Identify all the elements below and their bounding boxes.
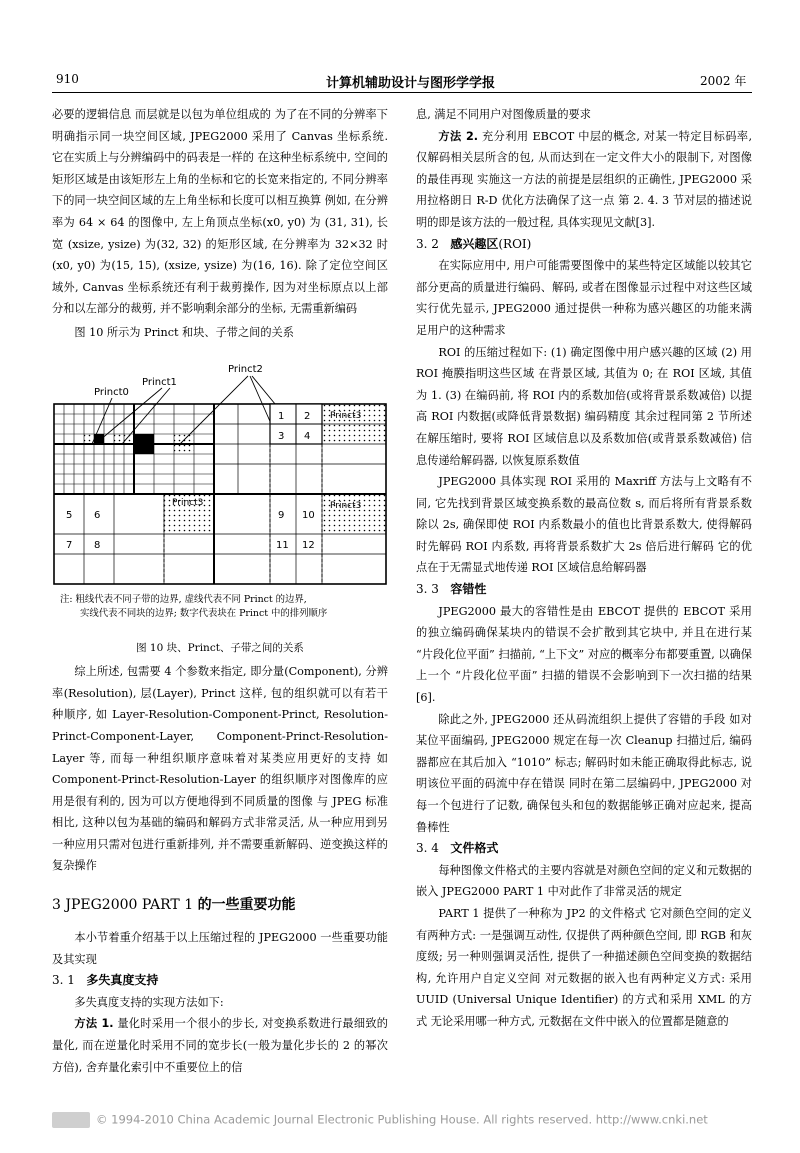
paragraph: 每种图像文件格式的主要内容就是对颜色空间的定义和元数据的嵌入 JPEG2000 PART 1 中对此作了非常灵活的规定 — [416, 863, 752, 899]
paragraph: 除此之外, JPEG2000 还从码流组织上提供了容错的手段 如对某位平面编码, JPEG2000 规定在每一次 Cleanup 扫描过后, 编码器都应在其后加入 “1010” 标志; 解码时如未能正确取得此标志, 说明该位平面的码流中存在错误 同时在第二层编码中, JPEG2000 对每一个包进行了记数, 确保包头和包的数据能够正确对应起来, 提高鲁棒性 — [416, 712, 752, 834]
journal-title: 计算机辅助设计与图形学学报 — [326, 76, 496, 91]
method-text: 充分利用 EBCOT 中层的概念, 对某一特定目标码率, 仅解码相关层所含的包, 从而达到在一定文件大小的限制下, 对图像的最佳再现 实施这一方法的前提是层组织的正确性, JPEG2000 采用拉格朗日 R-D 优化方法确保了这一点 第 2. 4. 3 节对层的描述说明的即是该方法的一般过程, 具体实现见文献[3]. — [416, 129, 753, 229]
block-number: 10 — [302, 509, 315, 521]
paragraph: 在实际应用中, 用户可能需要图像中的某些特定区域能以较其它部分更高的质量进行编码、解码, 或者在图像显示过程中对这些区域实行优先显示, JPEG2000 通过提供一种称为感兴趣区的功能来满足用户的这种需求 — [416, 259, 752, 337]
block-number: 5 — [66, 509, 73, 521]
method-2 — [416, 126, 752, 234]
block-number: 6 — [94, 509, 101, 521]
paragraph: PART 1 提供了一种称为 JP2 的文件格式 它对颜色空间的定义有两种方式: 一是强调互动性, 仅提供了两种颜色空间, 即 RGB 和灰度级; 另一种则强调灵活性, 提供了一种描述颜色空间变换的数据结构, 允许用户自定义空间 对元数据的嵌入也有两种定义方式: 采用 UUID (Universal Unique Identifier) 的方式和采用 XML 的方式 无论采用哪一种方式, 元数据在文件中嵌入的位置都是随意的 — [416, 906, 752, 1028]
paragraph: 必要的逻辑信息 而层就是以包为单位组成的 为了在不同的分辨率下明确指示同一块空间区域, JPEG2000 采用了 Canvas 坐标系统. 它在实质上与分辨编码中的码表是一样的 在这种坐标系统中, 空间的矩形区域是由该矩形左上角的坐标和它的长宽来指定的, 不同分辨率下的同一块空间区域的左上角坐标和长度可以相互换算 例如, 在分辨率为 64 × 64 的图像中, 左上角顶点坐标(x0, y0) 为 (31, 31), 长宽 (xsize, ysize) 为(32, 32) 的矩形区域, 在分辨率为 32×32 时(x0, y0) 为(15, 15), (xsize, ysize) 为(16, 16). 除了定位空间区域外, Canvas 坐标系统还有利于裁剪操作, 因为对坐标原点以上部分和以左部分的裁剪, 并不影响剩余部分的坐标, 无需重新编码 — [52, 108, 388, 316]
paragraph: 多失真度支持的实现方法如下: — [74, 995, 224, 1009]
block-number: 11 — [276, 539, 289, 551]
block-number: 1 — [278, 410, 285, 422]
paragraph: 息, 满足不同用户对图像质量的要求 — [416, 108, 591, 121]
paragraph: 本小节着重介绍基于以上压缩过程的 JPEG2000 一些重要功能及其实现 — [52, 931, 388, 966]
figure-note-line1: 注: 粗线代表不同子带的边界, 虚线代表不同 Princt 的边界, — [60, 593, 307, 605]
left-column — [52, 104, 388, 1078]
page-number: 910 — [56, 72, 79, 86]
label-princt3: Princt3 — [330, 500, 362, 511]
subsection-number: 3. 1 — [52, 973, 75, 988]
label-princt3: Princt3 — [330, 410, 362, 421]
right-column — [416, 104, 752, 1033]
subsection-title: 容错性 — [450, 582, 487, 597]
block-number: 12 — [302, 539, 315, 551]
header-rule — [52, 92, 752, 93]
block-number: 4 — [304, 430, 311, 442]
subsection-heading-3-3 — [416, 579, 752, 601]
subsection-suffix: (ROI) — [498, 236, 532, 251]
subsection-heading-3-2 — [416, 234, 752, 256]
paragraph: JPEG2000 具体实现 ROI 采用的 Maxriff 方法与上文略有不同, 它先找到背景区域变换系数的最高位数 s, 而后将所有背景系数除以 2s, 确保即使 ROI 内系数最小的值也比背景系数大, 使得解码时先解码 ROI 内系数, 再将背景系数扩大 2s 倍后进行解码 它的优点在于无需显式地传递 ROI 区域信息给解码器 — [416, 475, 752, 575]
label-princt2: Princt2 — [228, 363, 263, 375]
block-number: 2 — [304, 410, 311, 422]
figure-caption: 图 10 块、Princt、子带之间的关系 — [136, 641, 304, 654]
method-1 — [52, 1013, 388, 1078]
copyright-footer — [52, 1112, 752, 1128]
figure-diagram — [52, 348, 388, 636]
section-number: 3 JPEG2000 PART 1 — [52, 897, 198, 914]
label-princt0: Princt0 — [94, 386, 129, 398]
method-text: 量化时采用一个很小的步长, 对变换系数进行最细致的量化, 而在逆量化时采用不同的宽步长(一般为量化步长的 2 的幂次方倍), 舍弃量化索引中不重要位上的信 — [52, 1017, 388, 1074]
subsection-title: 多失真度支持 — [86, 973, 159, 988]
publisher-logo-icon — [52, 1112, 90, 1128]
subsection-heading-3-4 — [416, 838, 752, 860]
subsection-number: 3. 3 — [416, 582, 439, 597]
copyright-text: © 1994-2010 China Academic Journal Electronic Publishing House. All rights reserved. http://www.cnki.net — [96, 1112, 708, 1127]
figure-intro: 图 10 所示为 Princt 和块、子带之间的关系 — [74, 325, 294, 339]
block-number: 8 — [94, 539, 101, 551]
year: 2002 年 — [700, 74, 747, 88]
block-number: 9 — [278, 509, 285, 521]
subsection-heading-3-1 — [52, 970, 388, 992]
figure-10 — [52, 348, 388, 636]
section-heading-3 — [52, 893, 388, 917]
subsection-title: 文件格式 — [450, 841, 499, 856]
paragraph: ROI 的压缩过程如下: (1) 确定图像中用户感兴趣的区域 (2) 用 ROI 掩膜指明这些区域 在背景区域, 其值为 0; 在 ROI 区域, 其值为 1. (3) 在编码前, 将 ROI 内的系数加倍(或将背景系数减倍) 以提高 ROI 内数据(或降低背景数据) 编码精度 其余过程同第 2 节所述 在解压缩时, 要将 ROI 区域信息以及系数加倍(或背景系数减倍) 信息传递给解码器, 以恢复原系数值 — [416, 345, 752, 467]
subsection-number: 3. 2 — [416, 236, 439, 251]
subsection-title: 感兴趣区 — [450, 236, 499, 251]
block-number: 7 — [66, 539, 73, 551]
subsection-number: 3. 4 — [416, 841, 439, 856]
method-label: 方法 2. — [438, 129, 478, 143]
label-princt3: Princt3 — [172, 497, 204, 508]
section-title: 的一些重要功能 — [197, 897, 296, 914]
paragraph: 综上所述, 包需要 4 个参数来指定, 即分量(Component), 分辨率(Resolution), 层(Layer), Princt 这样, 包的组织就可以有若干种顺序, 如 Layer-Resolution-Component-Princt, Resolution-Princt-Component-Layer, Component-Princt-Resolution-Layer 等, 而每一种组织顺序意味着对某类应用更好的支持 如 Component-Princt-Resolution-Layer 的组织顺序对图像库的应用是很有利的, 因为可以方便地得到不同质量的图像 与 JPEG 标准相比, 这种以包为基础的编码和解码方式非常灵活, 从一种应用到另一种应用只需对包进行重新排列, 并不需要重新解码、逆变换这样的复杂操作 — [52, 665, 388, 873]
label-princt1: Princt1 — [142, 376, 177, 388]
paragraph: JPEG2000 最大的容错性是由 EBCOT 提供的 EBCOT 采用的独立编码确保某块内的错误不会扩散到其它块中, 并且在进行某 “片段化位平面” 扫描前, “上下文” 对应的概率分布都要重置, 以确保上一个 “片段化位平面” 扫描的错误不会影响到下一次扫描的结果[6]. — [416, 604, 752, 705]
method-label: 方法 1. — [74, 1017, 114, 1031]
block-number: 3 — [278, 430, 285, 442]
figure-note-line2: 实线代表不同块的边界; 数字代表块在 Princt 中的排列顺序 — [80, 607, 328, 619]
